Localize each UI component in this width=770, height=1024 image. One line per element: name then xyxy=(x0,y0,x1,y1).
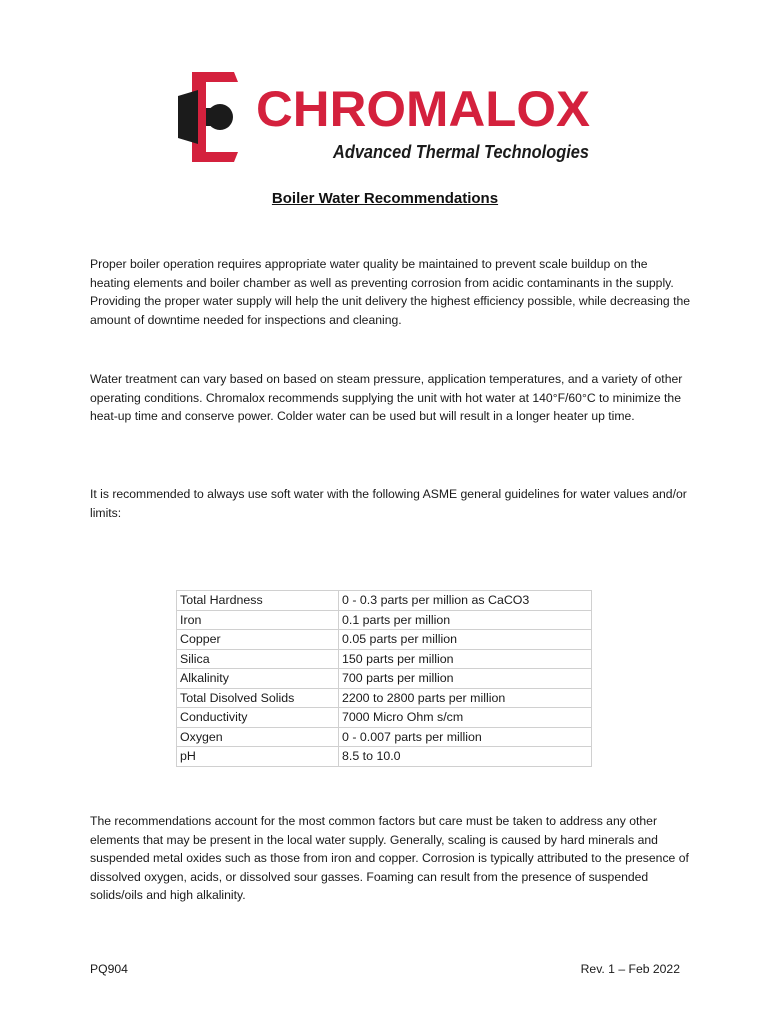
table-row xyxy=(177,630,592,650)
chromalox-logo xyxy=(176,70,596,165)
logo-tagline: Advanced Thermal Technologies xyxy=(332,142,589,162)
table-row xyxy=(177,649,592,669)
value-cell: 0.05 parts per million xyxy=(339,630,592,650)
table-row xyxy=(177,610,592,630)
parameter-cell: Silica xyxy=(177,649,339,669)
revision-date: Rev. 1 – Feb 2022 xyxy=(580,962,680,976)
value-cell: 7000 Micro Ohm s/cm xyxy=(339,708,592,728)
logo-wordmark: CHROMALOX xyxy=(256,81,590,137)
value-cell: 0 - 0.3 parts per million as CaCO3 xyxy=(339,591,592,611)
logo-inner-mark xyxy=(178,90,198,144)
table-row xyxy=(177,747,592,767)
page-title: Boiler Water Recommendations xyxy=(271,190,499,207)
parameter-cell: Iron xyxy=(177,610,339,630)
document-code: PQ904 xyxy=(90,962,128,976)
treatment-paragraph: Water treatment can vary based on based on steam pressure, application temperatures, and a variety of other operating conditions. Chromalox recommends supplying the unit with hot water at 140°F/60°C to minimize the heat-up time and conserve power. Colder water can be used but will result in a longer heater up time. xyxy=(90,372,683,423)
recommendation-paragraph: It is recommended to always use soft water with the following ASME general guidelines for water values and/or limits: xyxy=(90,487,687,520)
value-cell: 0.1 parts per million xyxy=(339,610,592,630)
value-cell: 2200 to 2800 parts per million xyxy=(339,688,592,708)
parameter-cell: Total Hardness xyxy=(177,591,339,611)
table-row xyxy=(177,708,592,728)
value-cell: 8.5 to 10.0 xyxy=(339,747,592,767)
table-row xyxy=(177,591,592,611)
parameter-cell: Total Disolved Solids xyxy=(177,688,339,708)
table-row xyxy=(177,688,592,708)
parameter-cell: Copper xyxy=(177,630,339,650)
table-row xyxy=(177,727,592,747)
parameter-cell: pH xyxy=(177,747,339,767)
table-row xyxy=(177,669,592,689)
value-cell: 150 parts per million xyxy=(339,649,592,669)
intro-paragraph: Proper boiler operation requires appropriate water quality be maintained to prevent scale buildup on the heating elements and boiler chamber as well as preventing corrosion from acidic contaminants in the supply. Providing the proper water supply will help the unit delivery the highest efficiency possible, while decreasing the amount of downtime needed for inspections and cleaning. xyxy=(90,257,691,327)
parameter-cell: Conductivity xyxy=(177,708,339,728)
value-cell: 0 - 0.007 parts per million xyxy=(339,727,592,747)
closing-paragraph: The recommendations account for the most common factors but care must be taken to address any other elements that may be present in the local water supply. Generally, scaling is caused by hard minerals and suspended metal oxides such as those from iron and copper. Corrosion is typically attributed to the presence of dissolved oxygen, acids, or dissolved sour gasses. Foaming can result from the presence of suspended solids/oils and high alkalinity. xyxy=(90,814,689,902)
parameter-cell: Alkalinity xyxy=(177,669,339,689)
parameter-cell: Oxygen xyxy=(177,727,339,747)
water-limits-table xyxy=(176,590,592,767)
value-cell: 700 parts per million xyxy=(339,669,592,689)
